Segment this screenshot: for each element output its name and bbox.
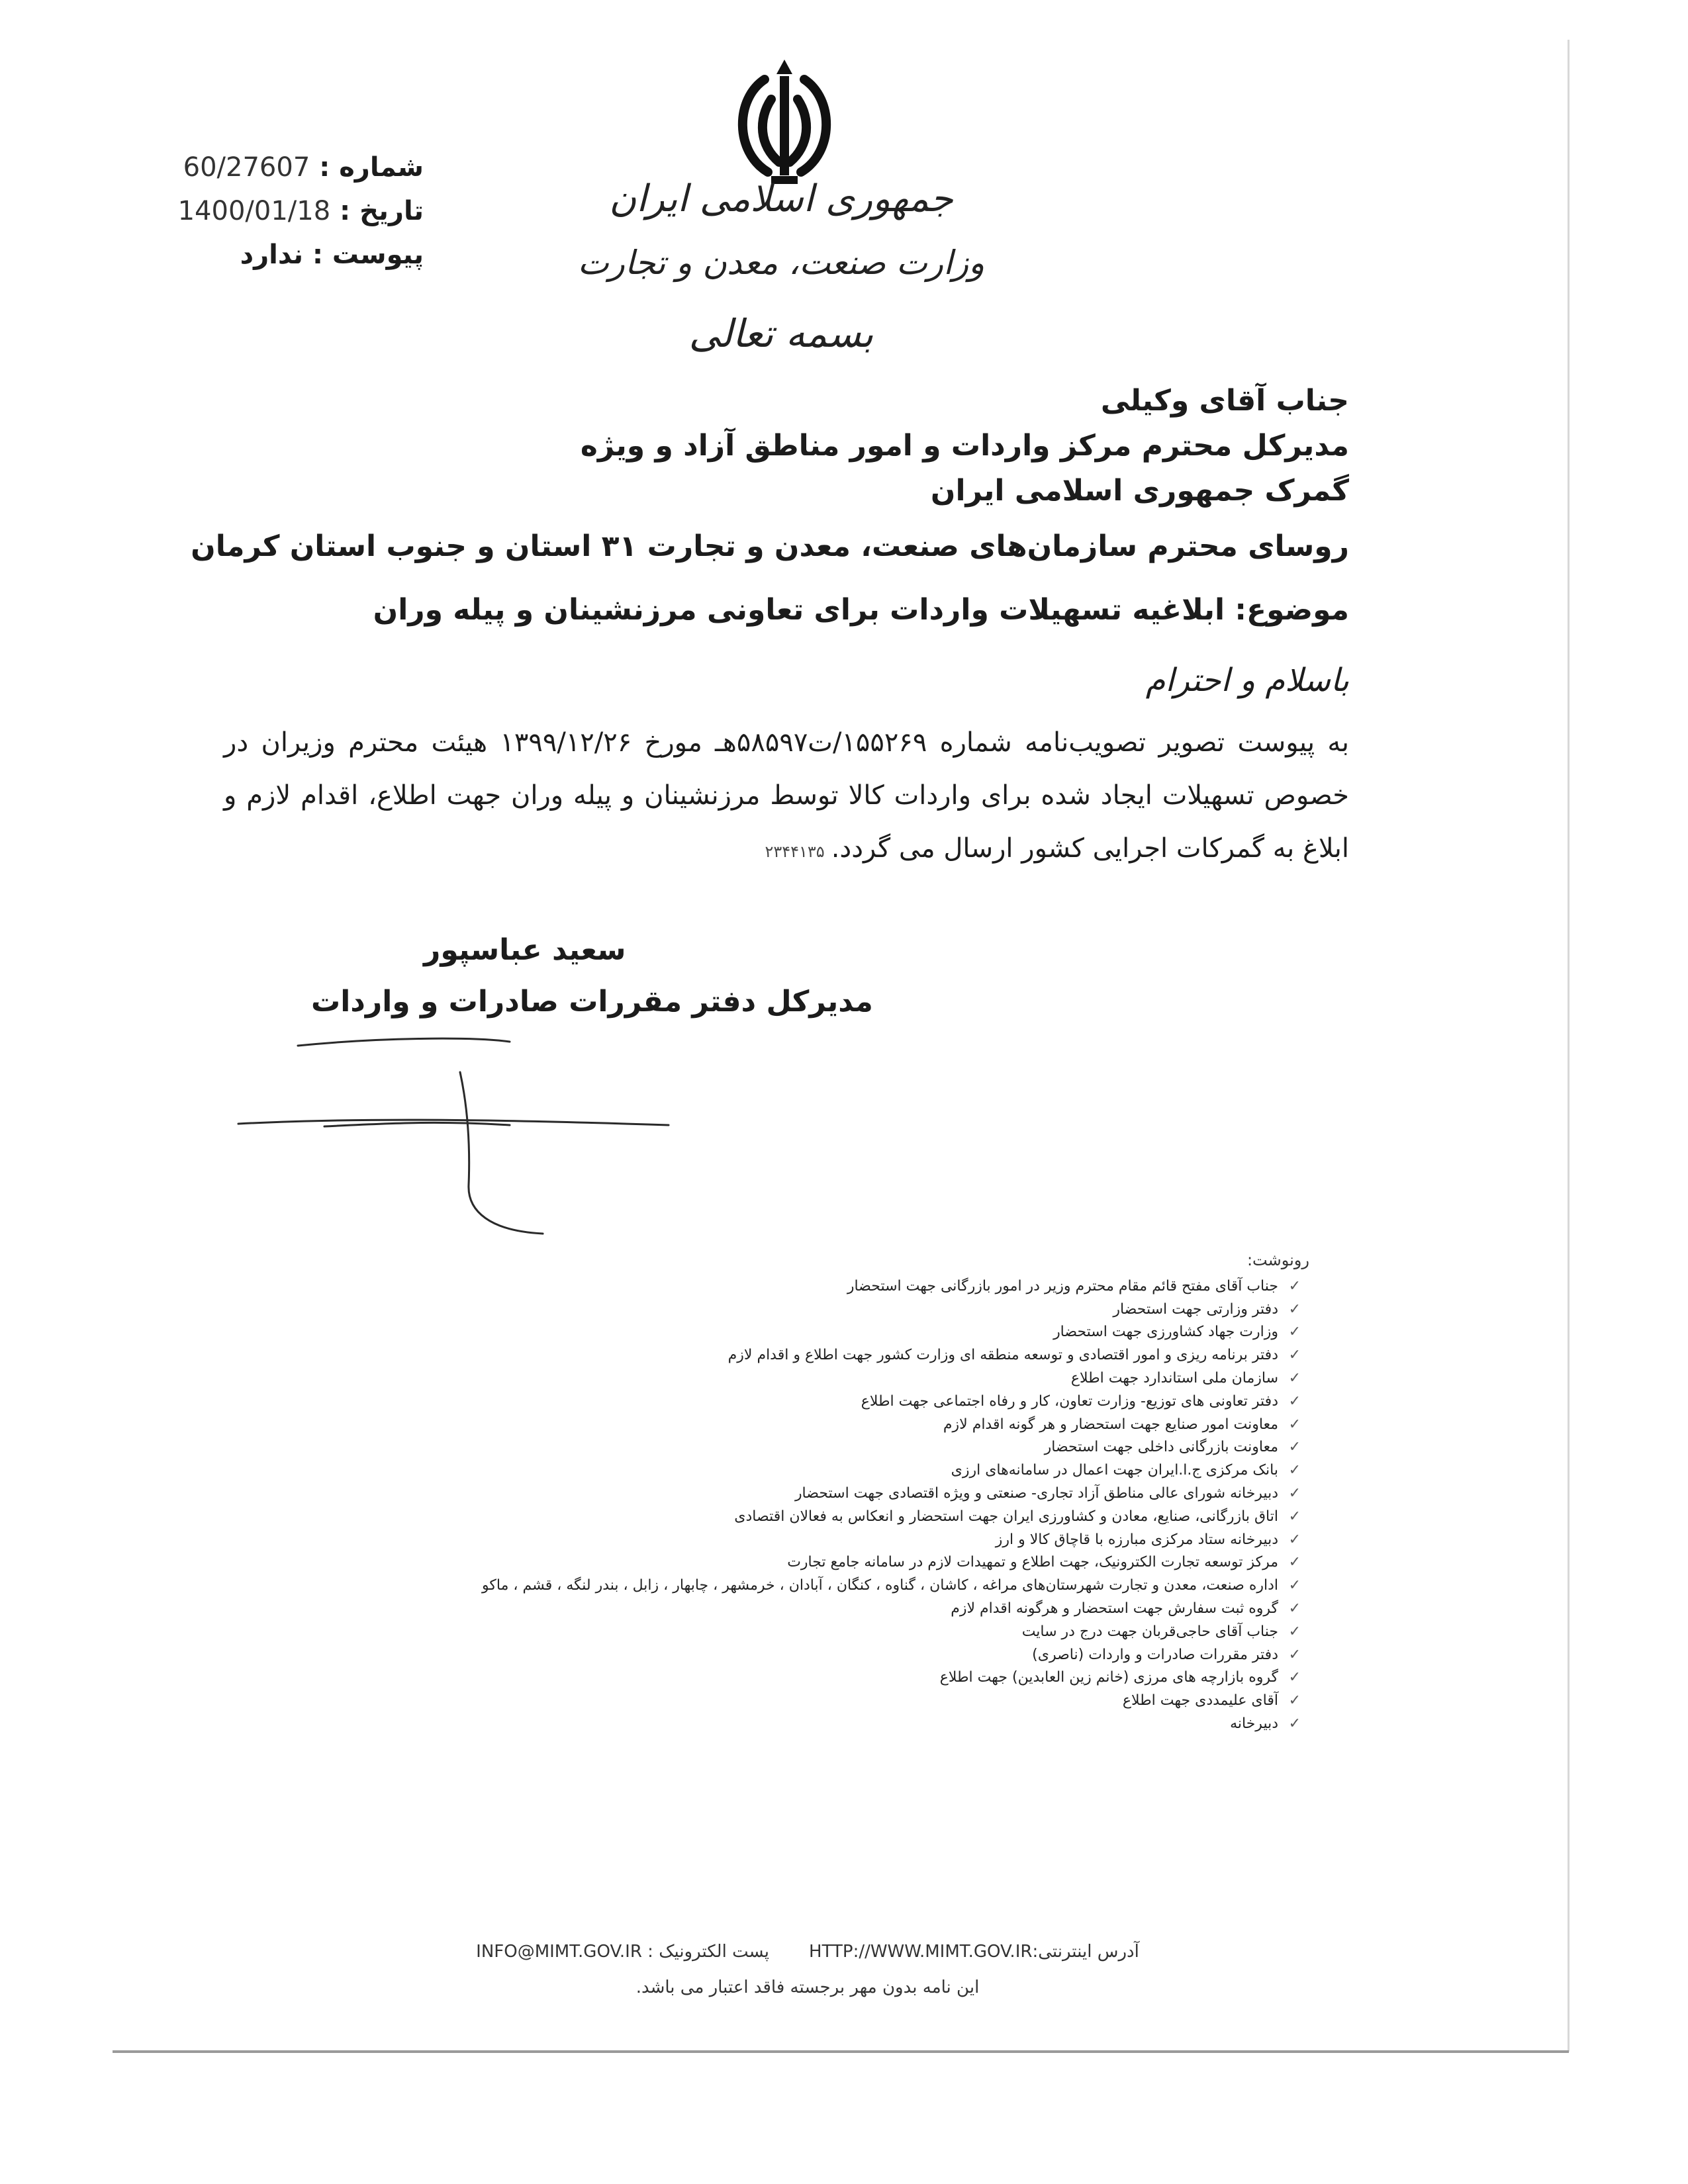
cc-list-item [109, 1343, 1301, 1367]
check-icon: ✓ [1288, 1692, 1301, 1709]
meta-date-row [132, 189, 424, 233]
cc-item-text: معاونت بازرگانی داخلی جهت استحضار [1044, 1439, 1278, 1456]
cc-list-item [109, 1482, 1301, 1505]
recipient-line-1: جناب آقای وکیلی [1100, 384, 1349, 418]
meta-number-label: شماره : [319, 152, 424, 183]
check-icon: ✓ [1288, 1416, 1301, 1433]
cc-list-item [109, 1689, 1301, 1712]
footer-website[interactable]: HTTP://WWW.MIMT.GOV.IR [809, 1942, 1033, 1962]
cc-list-item [109, 1413, 1301, 1436]
meta-attachment-label: پیوست : [312, 240, 424, 270]
meta-date-value: 1400/01/18 [177, 196, 331, 226]
check-icon: ✓ [1288, 1439, 1301, 1456]
cc-item-text: دبیرخانه شورای عالی مناطق آزاد تجاری- صنعتی و ویژه اقتصادی جهت استحضار [794, 1485, 1278, 1502]
cc-item-text: اداره صنعت، معدن و تجارت شهرستان‌های مراغه ، کاشان ، گناوه ، کنگان ، آبادان ، خرمشهر ، چابهار ، زابل ، بندر لنگه ، قشم ، ماکو [482, 1577, 1278, 1594]
letter-body-text: به پیوست تصویر تصویب‌نامه شماره ۱۵۵۲۶۹/ت۵۸۵۹۷هـ مورخ ۱۳۹۹/۱۲/۲۶ هیئت محترم وزیران در خصوص تسهیلات ایجاد شده برای واردات کالا توسط مرزنشینان و پیله وران جهت اطلاع، اقدام لازم و ابلاغ به گمرکات اجرایی کشور ارسال می گردد. [224, 727, 1350, 864]
meta-attachment-row [132, 233, 424, 277]
cc-item-text: جناب آقای حاجی‌قربان جهت درج در سایت [1021, 1623, 1278, 1640]
page-edge-right [1568, 40, 1570, 2052]
check-icon: ✓ [1288, 1462, 1301, 1479]
footer-website-label: آدرس اینترنتی: [1032, 1942, 1139, 1962]
cc-list-item [109, 1436, 1301, 1459]
cc-list-item [109, 1505, 1301, 1528]
cc-item-text: سازمان ملی استاندارد جهت اطلاع [1070, 1370, 1278, 1387]
cc-list-item [109, 1597, 1301, 1620]
check-icon: ✓ [1288, 1300, 1301, 1318]
letterhead-ministry: وزارت صنعت، معدن و تجارت [577, 244, 985, 282]
cc-item-text: مرکز توسعه تجارت الکترونیک، جهت اطلاع و تمهیدات لازم در سامانه جامع تجارت [787, 1554, 1278, 1571]
recipient-line-2: مدیرکل محترم مرکز واردات و امور مناطق آزاد و ویژه [580, 429, 1349, 463]
page-edge-bottom [113, 2050, 1569, 2053]
recipient-line-4: روسای محترم سازمان‌های صنعت، معدن و تجارت ۳۱ استان و جنوب استان کرمان [191, 529, 1349, 563]
footer-note: این نامه بدون مهر برجسته فاقد اعتبار می باشد. [635, 1978, 980, 1997]
check-icon: ✓ [1288, 1531, 1301, 1548]
cc-item-text: بانک مرکزی ج.ا.ایران جهت اعمال در سامانه‌های ارزی [951, 1462, 1278, 1479]
cc-list-item [109, 1574, 1301, 1597]
footer-email[interactable]: INFO@MIMT.GOV.IR [476, 1942, 642, 1962]
check-icon: ✓ [1288, 1370, 1301, 1387]
check-icon: ✓ [1288, 1577, 1301, 1594]
cc-item-text: جناب آقای مفتح قائم مقام محترم وزیر در امور بازرگانی جهت استحضار [847, 1277, 1278, 1295]
check-icon: ✓ [1288, 1347, 1301, 1364]
recipient-line-3: گمرک جمهوری اسلامی ایران [930, 474, 1349, 508]
cc-list-item [109, 1620, 1301, 1643]
signer-name: سعید عباسپور [424, 933, 626, 967]
letter-subject: موضوع: ابلاغیه تسهیلات واردات برای تعاونی مرزنشینان و پیله وران [373, 593, 1349, 627]
cc-title: رونوشت: [1246, 1251, 1309, 1269]
letterhead-bismillah: بسمه تعالی [688, 311, 874, 356]
cc-list [109, 1275, 1301, 1735]
cc-list-item [109, 1275, 1301, 1298]
iran-emblem-icon [718, 53, 851, 192]
check-icon: ✓ [1288, 1669, 1301, 1686]
letterhead-republic: جمهوری اسلامی ایران [609, 177, 953, 220]
cc-list-item [109, 1712, 1301, 1735]
cc-item-text: دفتر مقررات صادرات و واردات (ناصری) [1032, 1646, 1278, 1663]
check-icon: ✓ [1288, 1600, 1301, 1617]
cc-list-item [109, 1551, 1301, 1574]
cc-item-text: دبیرخانه ستاد مرکزی مبارزه با قاچاق کالا و ارز [995, 1531, 1278, 1548]
cc-item-text: دفتر وزارتی جهت استحضار [1113, 1300, 1278, 1318]
meta-date-label: تاریخ : [340, 196, 424, 226]
cc-list-item [109, 1321, 1301, 1344]
check-icon: ✓ [1288, 1277, 1301, 1295]
cc-item-text: دفتر تعاونی های توزیع- وزارت تعاون، کار و رفاه اجتماعی جهت اطلاع [861, 1392, 1278, 1410]
cc-item-text: وزارت جهاد کشاورزی جهت استحضار [1053, 1324, 1278, 1341]
cc-list-item [109, 1390, 1301, 1413]
cc-list-item [109, 1643, 1301, 1666]
cc-item-text: دفتر برنامه ریزی و امور اقتصادی و توسعه منطقه ای وزارت کشور جهت اطلاع و اقدام لازم [727, 1347, 1278, 1364]
footer-email-label: پست الکترونیک : [647, 1942, 770, 1962]
letter-meta [132, 146, 424, 277]
cc-item-text: گروه ثبت سفارش جهت استحضار و هرگونه اقدام لازم [951, 1600, 1278, 1617]
check-icon: ✓ [1288, 1392, 1301, 1410]
handwritten-signature [232, 1032, 695, 1251]
check-icon: ✓ [1288, 1485, 1301, 1502]
signer-title: مدیرکل دفتر مقررات صادرات و واردات [311, 985, 873, 1019]
letter-body-ref: ۲۳۴۴۱۳۵ [765, 842, 825, 861]
check-icon: ✓ [1288, 1623, 1301, 1640]
cc-item-text: معاونت امور صنایع جهت استحضار و هر گونه اقدام لازم [943, 1416, 1278, 1433]
meta-number-row [132, 146, 424, 189]
meta-number-value: 60/27607 [183, 152, 310, 183]
check-icon: ✓ [1288, 1508, 1301, 1525]
meta-attachment-value: ندارد [240, 240, 303, 270]
check-icon: ✓ [1288, 1324, 1301, 1341]
check-icon: ✓ [1288, 1554, 1301, 1571]
cc-item-text: اتاق بازرگانی، صنایع، معادن و کشاورزی ایران جهت استحضار و انعکاس به فعالان اقتصادی [734, 1508, 1278, 1525]
check-icon: ✓ [1288, 1715, 1301, 1733]
cc-item-text: آقای علیمددی جهت اطلاع [1122, 1692, 1278, 1709]
cc-list-item [109, 1459, 1301, 1482]
letter-body [224, 716, 1349, 878]
cc-list-item [109, 1528, 1301, 1551]
cc-item-text: دبیرخانه [1230, 1715, 1278, 1733]
cc-item-text: گروه بازارچه های مرزی (خانم زین العابدین) جهت اطلاع [939, 1669, 1278, 1686]
cc-list-item [109, 1298, 1301, 1321]
letter-greeting: باسلام و احترام [1145, 662, 1349, 699]
check-icon: ✓ [1288, 1646, 1301, 1663]
footer-contact [397, 1942, 1218, 1962]
cc-list-item [109, 1666, 1301, 1690]
cc-list-item [109, 1367, 1301, 1390]
